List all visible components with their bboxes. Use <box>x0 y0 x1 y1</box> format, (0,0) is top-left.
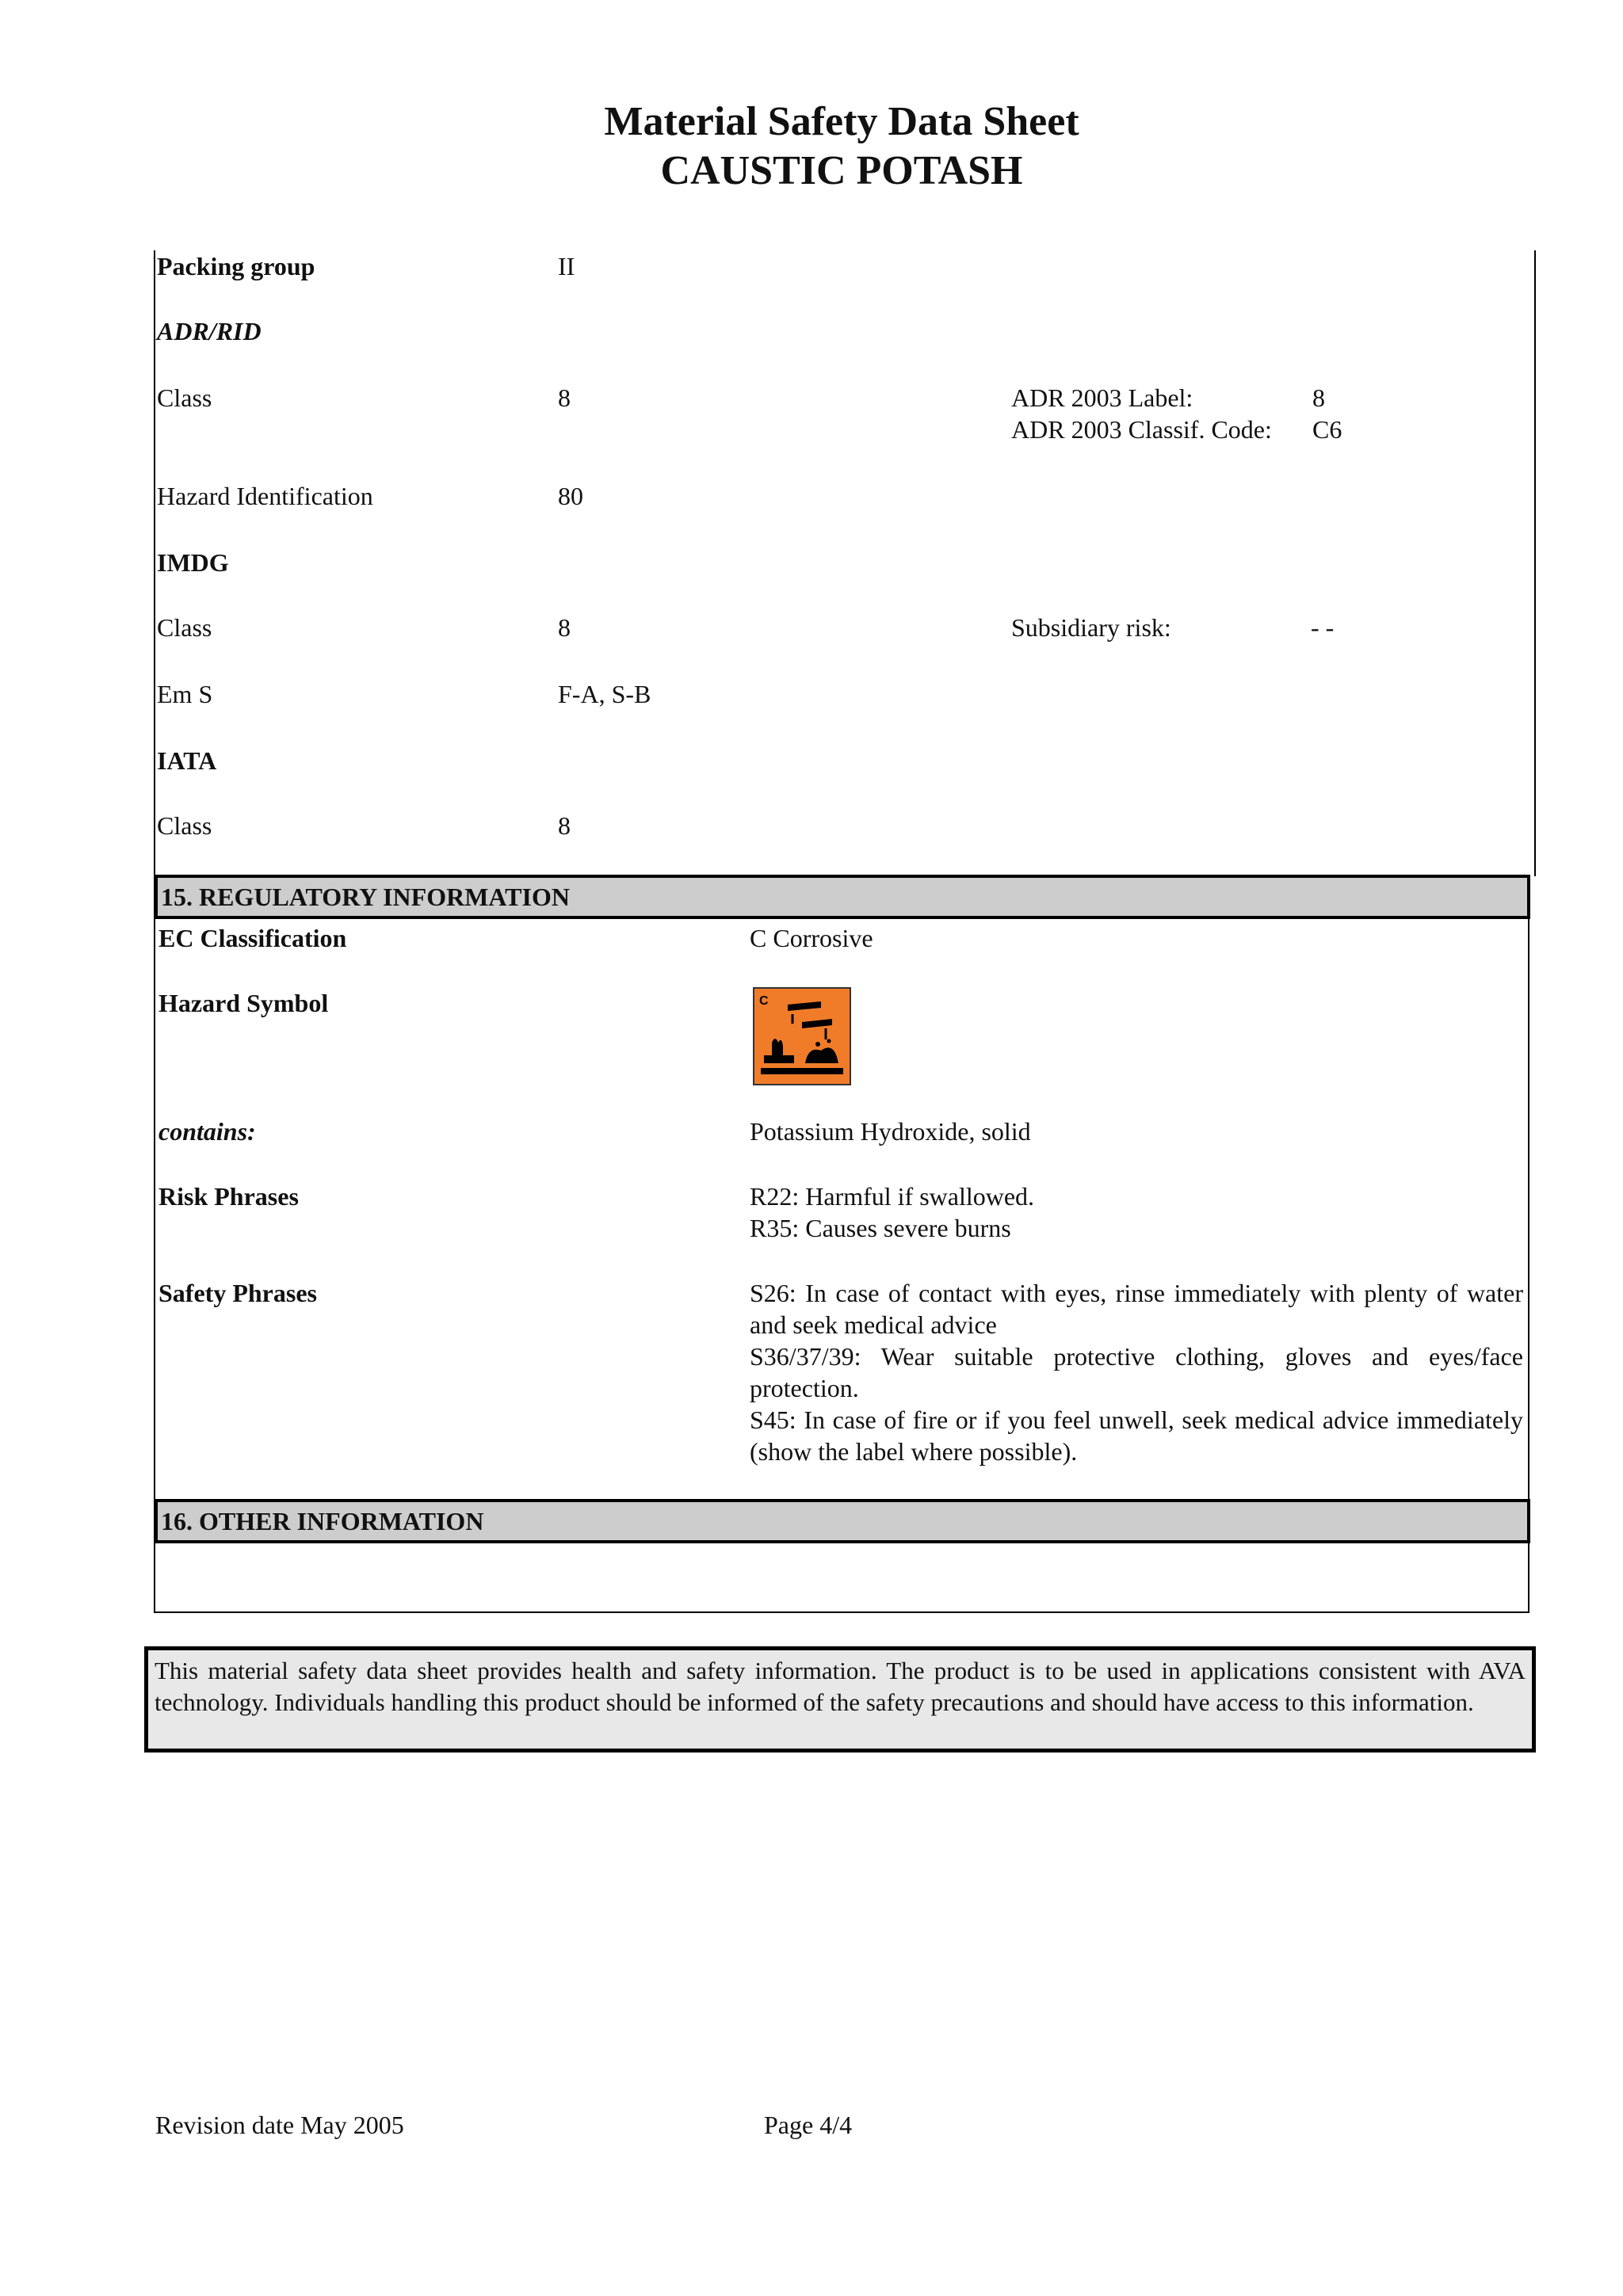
ems-label: Em S <box>157 680 213 708</box>
transport-section-box <box>154 250 1536 876</box>
imdg-heading: IMDG <box>157 548 229 577</box>
safety-phrases-list <box>750 1277 1523 1467</box>
adr-class-label: Class <box>157 383 212 412</box>
corrosive-hazard-icon <box>753 987 851 1085</box>
adr-label-value: 8 <box>1312 383 1325 412</box>
adr-class-value: 8 <box>558 383 571 412</box>
document-title: Material Safety Data Sheet <box>604 99 1079 144</box>
symbol-letter: C <box>759 994 769 1008</box>
disclaimer-box: This material safety data sheet provides health and safety information. The product is to be used in applications consistent with AVA technology. Individuals handling this product should be informed of the safety precautions and should have access to this information. <box>144 1646 1536 1753</box>
safety-phrase-2: S36/37/39: Wear suitable protective clothing, gloves and eyes/face protection. <box>750 1342 1523 1402</box>
subsidiary-risk-label: Subsidiary risk: <box>1011 613 1171 642</box>
adr-rid-heading: ADR/RID <box>157 317 262 345</box>
imdg-class-value: 8 <box>558 613 571 642</box>
safety-phrases-label: Safety Phrases <box>158 1279 317 1307</box>
contains-value: Potassium Hydroxide, solid <box>750 1117 1031 1146</box>
regulatory-section-heading: 15. REGULATORY INFORMATION <box>155 875 1530 919</box>
imdg-class-label: Class <box>157 613 212 642</box>
packing-group-value: II <box>558 252 575 280</box>
hazard-identification-label: Hazard Identification <box>157 482 373 510</box>
safety-phrase-1: S26: In case of contact with eyes, rinse immediately with plenty of water and seek medical advice <box>750 1279 1523 1339</box>
ems-value: F-A, S-B <box>558 680 651 708</box>
iata-class-value: 8 <box>558 811 571 840</box>
hazard-symbol-label: Hazard Symbol <box>158 989 329 1017</box>
adr-classif-code-label: ADR 2003 Classif. Code: <box>1011 415 1272 444</box>
risk-phrases-label: Risk Phrases <box>158 1182 299 1211</box>
risk-phrase-1: R22: Harmful if swallowed. <box>750 1182 1035 1211</box>
safety-phrase-3: S45: In case of fire or if you feel unwell, seek medical advice immediately (show the label where possible). <box>750 1405 1523 1466</box>
hazard-identification-value: 80 <box>558 482 583 510</box>
iata-heading: IATA <box>157 746 217 775</box>
ec-classification-label: EC Classification <box>158 924 347 952</box>
subsidiary-risk-value: - - <box>1311 613 1335 642</box>
adr-classif-code-value: C6 <box>1312 415 1342 444</box>
risk-phrase-2: R35: Causes severe burns <box>750 1214 1011 1242</box>
ec-classification-value: C Corrosive <box>750 924 873 952</box>
other-section-heading: 16. OTHER INFORMATION <box>155 1499 1530 1543</box>
document-subtitle: CAUSTIC POTASH <box>660 148 1023 193</box>
iata-class-label: Class <box>157 811 212 840</box>
revision-date: Revision date May 2005 <box>155 2111 404 2139</box>
contains-label: contains: <box>158 1117 256 1146</box>
adr-label-label: ADR 2003 Label: <box>1011 383 1193 412</box>
page-number: Page 4/4 <box>764 2111 853 2139</box>
packing-group-label: Packing group <box>157 252 315 280</box>
